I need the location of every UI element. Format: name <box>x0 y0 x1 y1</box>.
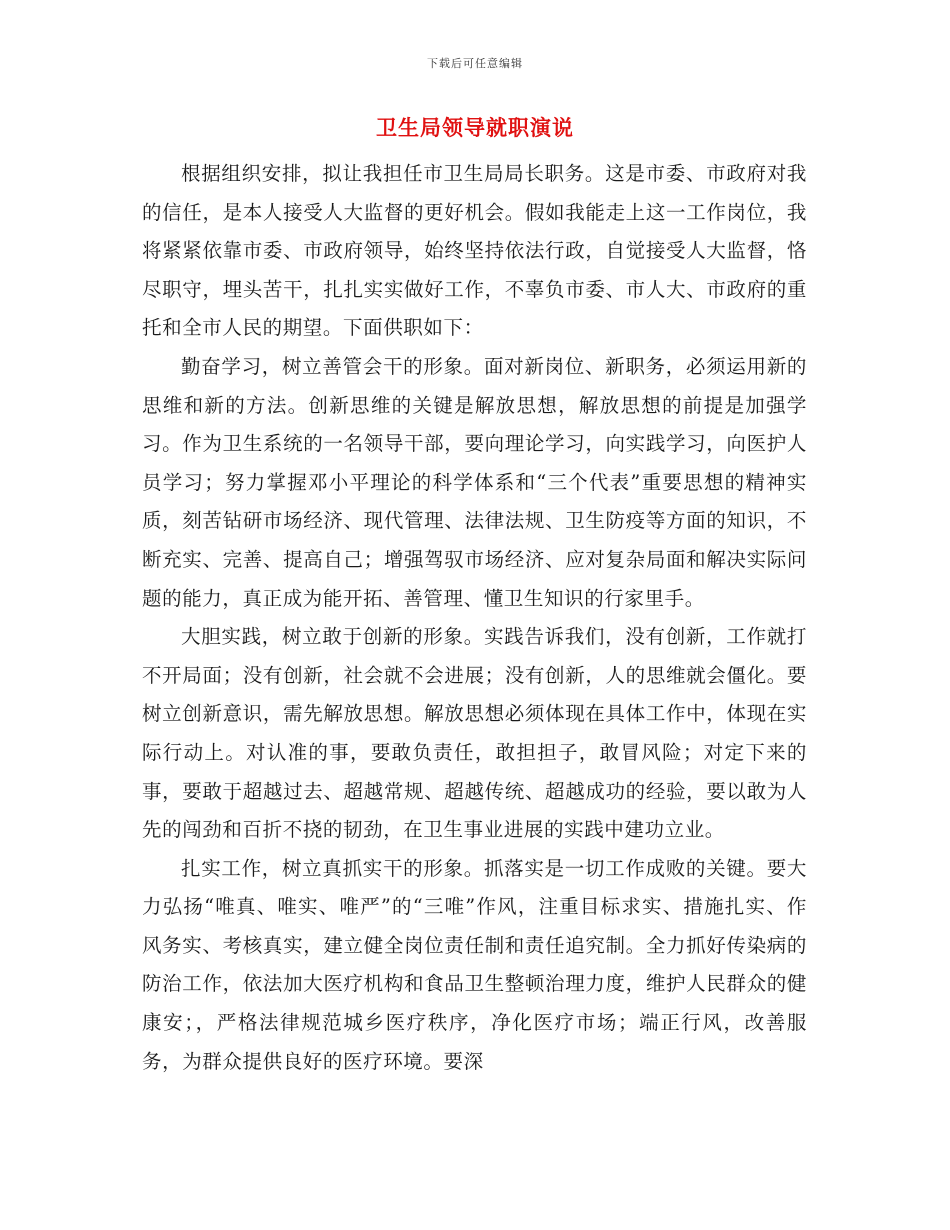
document-title: 卫生局领导就职演说 <box>376 115 574 140</box>
paragraph-4: 扎实工作，树立真抓实干的形象。抓落实是一切工作成败的关键。要大力弘扬“唯真、唯实、唯严”的“三唯”作风，注重目标求实、措施扎实、作风务实、考核真实，建立健全岗位责任制和责任追究制。全力抓好传染病的防治工作，依法加大医疗机构和食品卫生整顿治理力度，维护人民群众的健康安；，严格法律规范城乡医疗秩序，净化医疗市场；端正行风，改善服务，为群众提供良好的医疗环境。要深 <box>142 856 807 1073</box>
paragraph-2: 勤奋学习，树立善管会干的形象。面对新岗位、新职务，必须运用新的思维和新的方法。创新思维的关键是解放思想，解放思想的前提是加强学习。作为卫生系统的一名领导干部，要向理论学习，向实践学习，向医护人员学习；努力掌握邓小平理论的科学体系和“三个代表”重要思想的精神实质，刻苦钻研市场经济、现代管理、法律法规、卫生防疫等方面的知识，不断充实、完善、提高自己；增强驾驭市场经济、应对复杂局面和解决实际问题的能力，真正成为能开拓、善管理、懂卫生知识的行家里手。 <box>142 354 807 610</box>
paragraph-1: 根据组织安排，拟让我担任市卫生局局长职务。这是市委、市政府对我的信任，是本人接受人大监督的更好机会。假如我能走上这一工作岗位，我将紧紧依靠市委、市政府领导，始终坚持依法行政，自觉接受人大监督，恪尽职守，埋头苦干，扎扎实实做好工作，不辜负市委、市人大、市政府的重托和全市人民的期望。下面供职如下： <box>142 162 807 340</box>
paragraph-3: 大胆实践，树立敢于创新的形象。实践告诉我们，没有创新，工作就打不开局面；没有创新，社会就不会进展；没有创新，人的思维就会僵化。要树立创新意识，需先解放思想。解放思想必须体现在具体工作中，体现在实际行动上。对认准的事，要敢负责任，敢担担子，敢冒风险；对定下来的事，要敢于超越过去、超越常规、超越传统、超越成功的经验，要以敢为人先的闯劲和百折不挠的韧劲，在卫生事业进展的实践中建功立业。 <box>142 625 807 842</box>
document-body <box>142 155 807 1081</box>
header-note: 下载后可任意编辑 <box>427 57 523 70</box>
